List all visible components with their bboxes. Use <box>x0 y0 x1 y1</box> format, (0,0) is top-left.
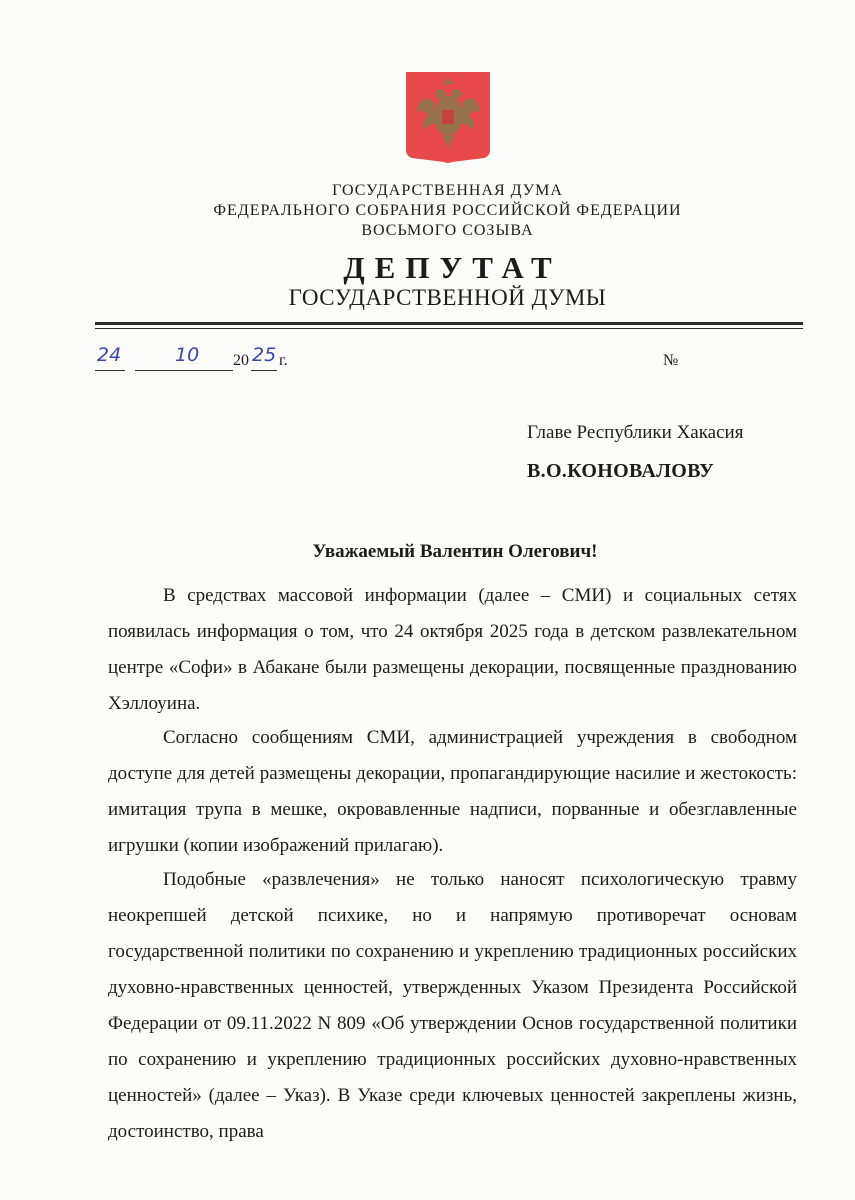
date-year-label: г. <box>279 352 288 369</box>
letterhead-subtitle: ГОСУДАРСТВЕННОЙ ДУМЫ <box>288 285 607 310</box>
addressee-name: В.О.КОНОВАЛОВУ <box>527 460 715 482</box>
date-month: 10 <box>175 344 200 366</box>
date-year-underline <box>251 370 277 371</box>
body-paragraph: Согласно сообщениям СМИ, администрацией учреждения в свободном доступе для детей размещены декорации, пропагандирующие насилие и жестокость: имитация трупа в мешке, окровавленные надписи, порванные и обезглавленные игрушки (копии изображений прилагаю). <box>108 727 797 856</box>
body-paragraph: Подобные «развлечения» не только наносят психологическую травму неокрепшей детской психике, но и напрямую противоречат основам государственной политики по сохранению и укреплению традиционных российских духовно-нравственных ценностей, утвержденных Указом Президента Российской Федерации от 09.11.2022 N 809 «Об утверждении Основ государственной политики по сохранению и укреплению традиционных российских духовно-нравственных ценностей» (далее – Указ). В Указе среди ключевых ценностей закреплены жизнь, достоинство, права <box>108 869 797 1142</box>
body-paragraph: В средствах массовой информации (далее – СМИ) и социальных сетях появилась информация о том, что 24 октября 2025 года в детском развлекательном центре «Софи» в Абакане были размещены декорации, посвященные празднованию Хэллоуина. <box>108 585 797 714</box>
number-sign: № <box>663 352 679 369</box>
date-day: 24 <box>97 344 122 366</box>
salutation: Уважаемый Валентин Олегович! <box>312 541 598 562</box>
letterhead-line-duma: ГОСУДАРСТВЕННАЯ ДУМА <box>332 182 563 199</box>
letterhead-line-convocation: ВОСЬМОГО СОЗЫВА <box>361 222 534 239</box>
date-row <box>95 346 805 376</box>
letterhead-line-federal-assembly: ФЕДЕРАЛЬНОГО СОБРАНИЯ РОССИЙСКОЙ ФЕДЕРАЦИИ <box>213 202 682 219</box>
date-year-prefix: 20 <box>233 352 249 369</box>
date-month-underline <box>135 370 233 371</box>
date-day-underline <box>95 370 125 371</box>
letterhead-title: ДЕПУТАТ <box>343 250 562 285</box>
header-rule-thin <box>95 328 803 329</box>
coat-of-arms-emblem <box>406 72 490 164</box>
header-rule-thick <box>95 322 803 325</box>
date-year-suffix: 25 <box>252 344 277 366</box>
addressee-position: Главе Республики Хакасия <box>527 422 744 443</box>
russian-coat-of-arms-icon <box>406 72 490 164</box>
